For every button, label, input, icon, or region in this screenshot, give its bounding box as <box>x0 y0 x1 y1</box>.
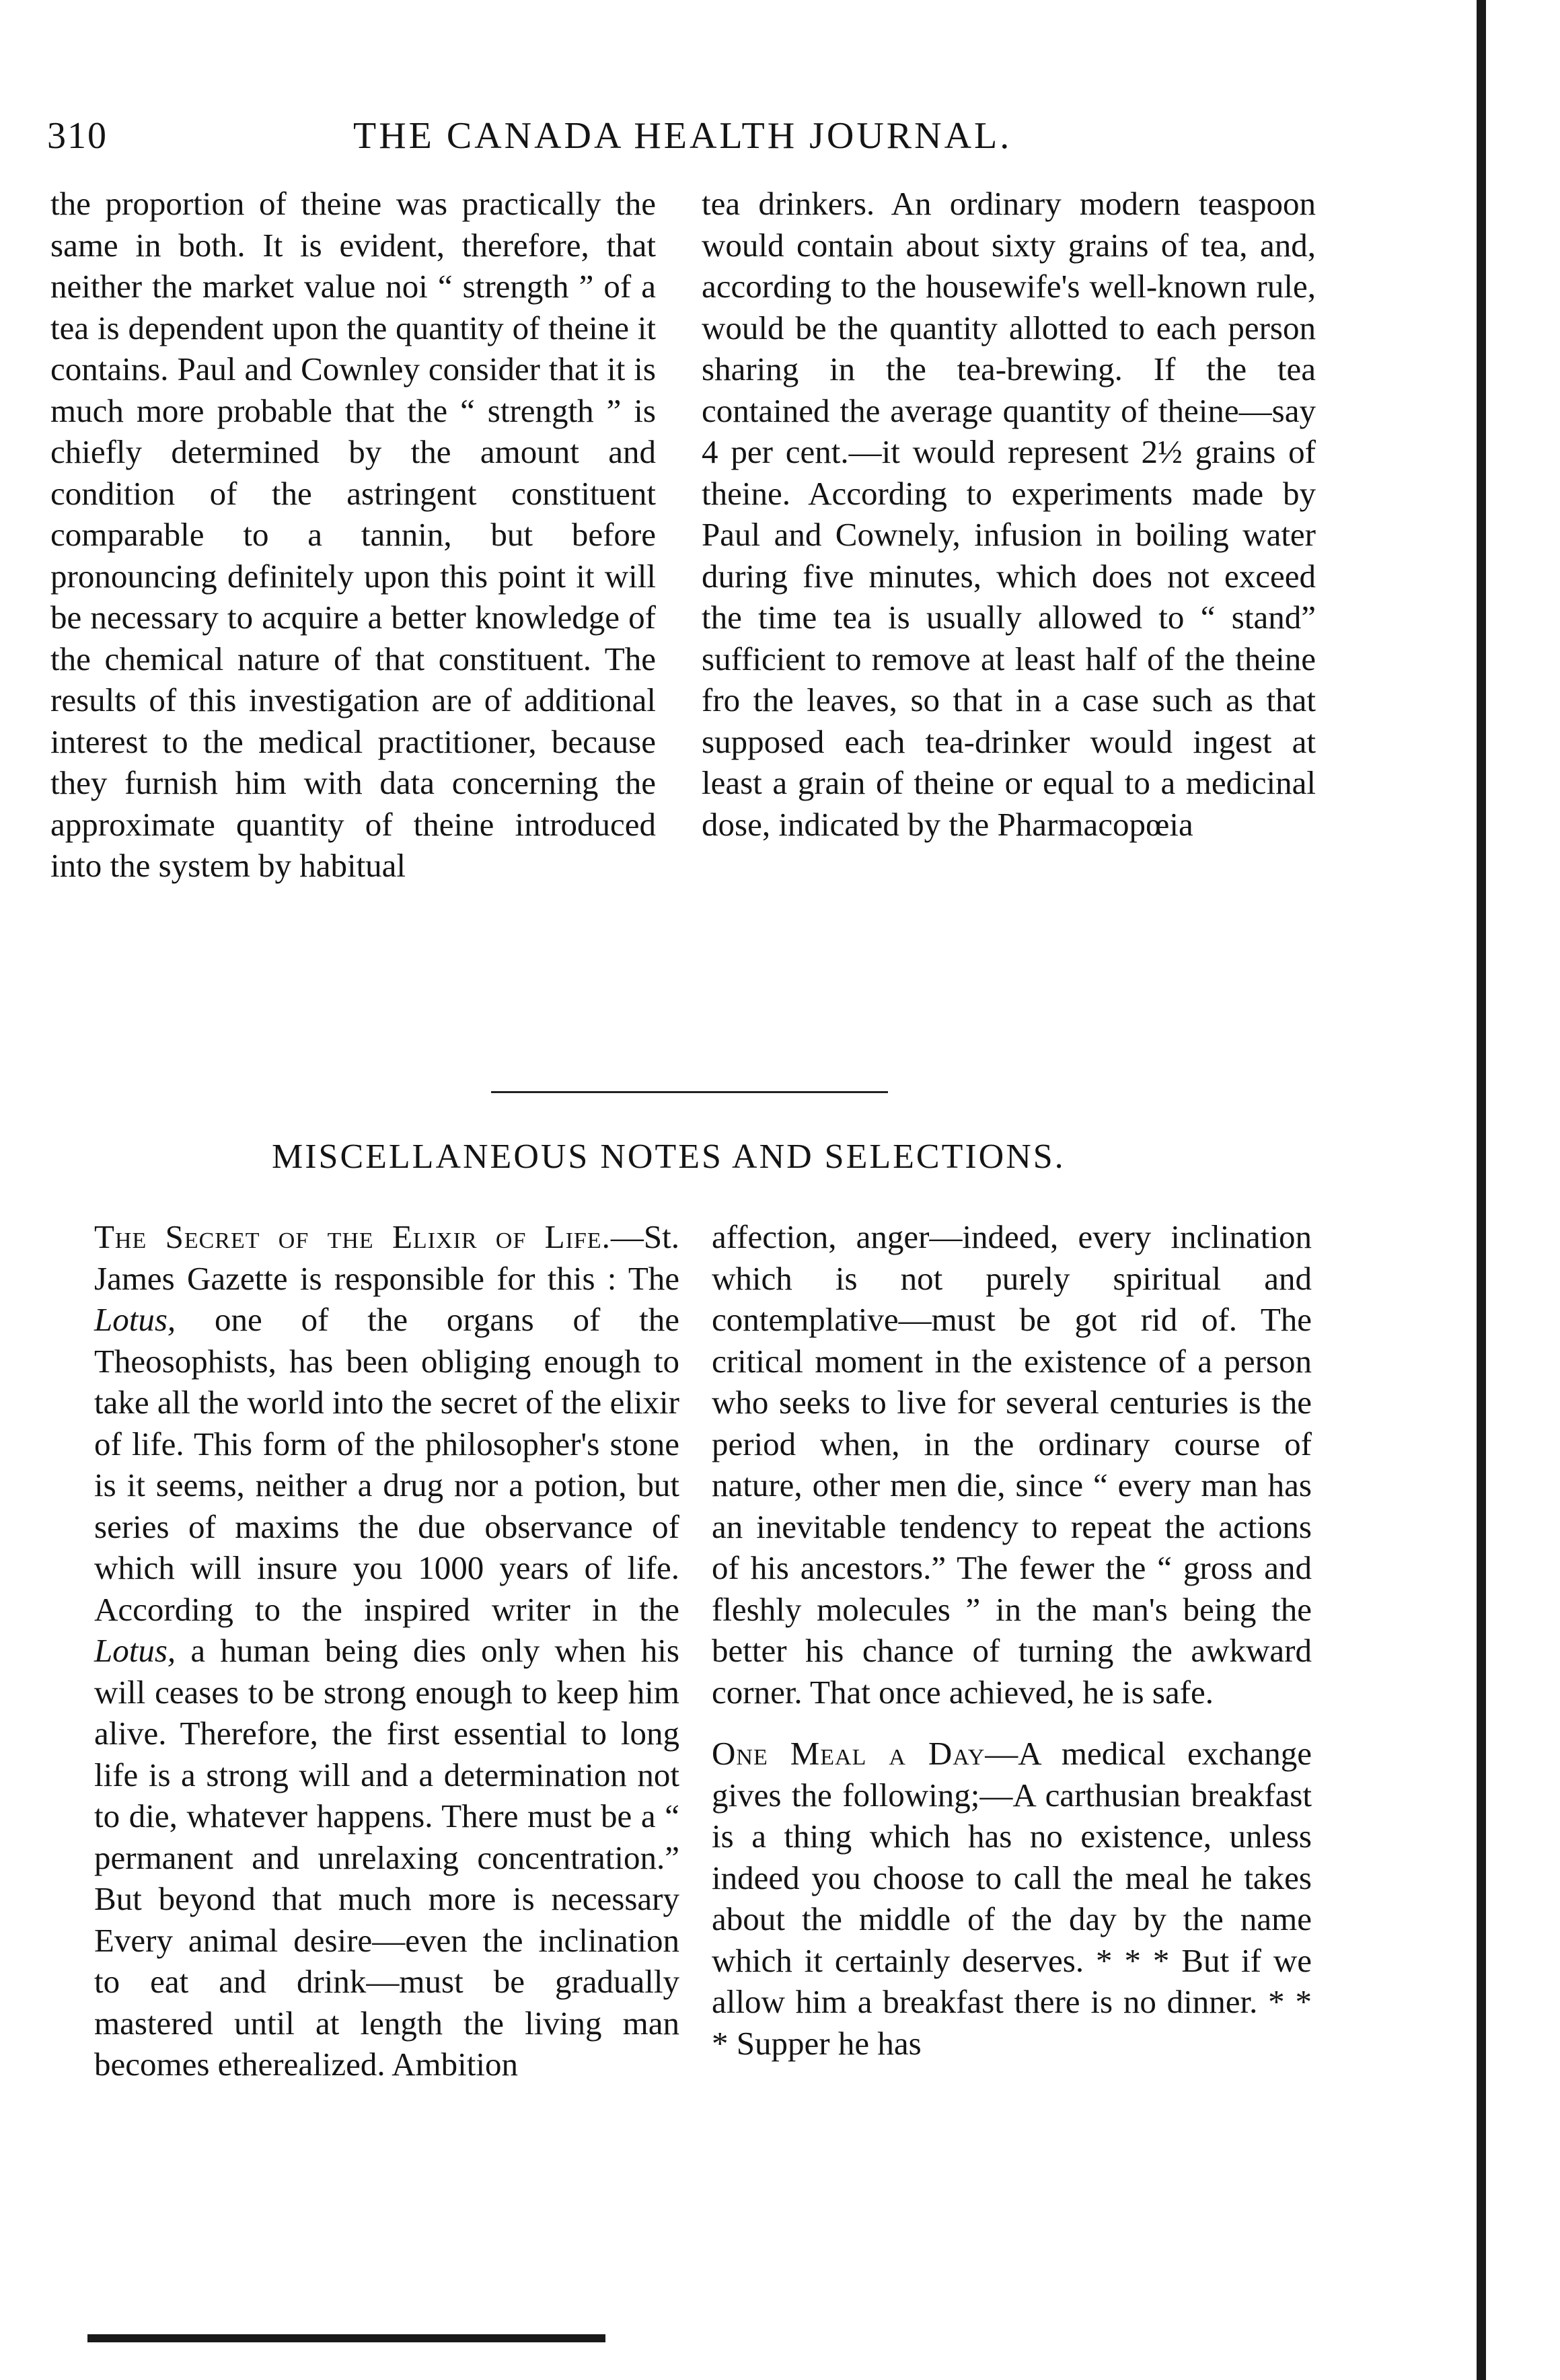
section-title: MISCELLANEOUS NOTES AND SELECTIONS. <box>272 1138 1066 1176</box>
elixir-body-mid: one of the organs of the Theosophists, has been obliging enough to take all the world into the secret of the elixir of life. This form of the philosopher's stone is it seems, neither a drug nor a potion, but series of maxims the due observance of which will insure you 1000 years of life. According to the inspired writer in the <box>94 1301 679 1628</box>
page-number: 310 <box>47 115 108 157</box>
elixir-body-start: —St. James Gazette is responsible for this : The <box>94 1218 679 1297</box>
meal-article-heading: One Meal a Day <box>712 1735 986 1772</box>
elixir-article-continued: affection, anger—indeed, every inclination which is not purely spiritual and contemplative—must be got rid of. The critical moment in the existence of a person who seeks to live for several centuries is the period when, in the ordinary course of nature, other men die, since “ every man has an inevitable tendency to repeat the actions of his ancestors.” The fewer the “ gross and fleshly molecules ” in the man's being the better his chance of turning the awkward corner. That once achieved, he is safe. <box>712 1218 1312 1711</box>
column-top-right <box>702 183 1316 845</box>
lotus-title-2: Lotus, <box>94 1632 176 1669</box>
meal-article-paragraph <box>712 1733 1312 2064</box>
column-bottom-left <box>94 1216 679 2085</box>
page-header <box>47 114 1036 168</box>
column-bottom-right <box>712 1216 1312 2064</box>
running-title: THE CANADA HEALTH JOURNAL. <box>353 115 1012 157</box>
elixir-article-heading: The Secret of the Elixir of Life. <box>94 1218 611 1255</box>
lotus-title-1: Lotus, <box>94 1301 176 1338</box>
column-top-left <box>50 183 656 887</box>
elixir-article-paragraph <box>94 1216 679 2085</box>
bottom-rule <box>87 2334 605 2342</box>
section-divider <box>491 1091 888 1093</box>
elixir-body-end: a human being dies only when his will ceases to be strong enough to keep him alive. Therefore, the first essential to long life is a strong will and a determination not to die, whatever happens. There must be a “ permanent and unrelaxing concentration.” But beyond that much more is necessary Every animal desire—even the inclination to eat and drink—must be gradually mastered until at length the living man becomes etherealized. Ambition <box>94 1632 679 2083</box>
meal-article-body: —A medical exchange gives the following;—A carthusian breakfast is a thing which has no existence, unless indeed you choose to call the meal he takes about the middle of the day by the name which it certainly deserves. * * * But if we allow him a breakfast there is no dinner. * * * Supper he has <box>712 1735 1312 2062</box>
tea-paragraph-left: the proportion of theine was practically the same in both. It is evident, therefore, that neither the market value noi “ strength ” of a tea is dependent upon the quantity of theine it contains. Paul and Cownley consider that it is much more probable that the “ strength ” is chiefly determined by the amount and condition of the astringent constituent comparable to a tannin, but before pronouncing definitely upon this point it will be necessary to acquire a better knowledge of the chemical nature of that constituent. The results of this investigation are of additional interest to the medical practitioner, because they furnish him with data concerning the approximate quantity of theine introduced into the system by habitual <box>50 185 656 884</box>
page-edge-shadow <box>1477 0 1486 2380</box>
tea-paragraph-right: tea drinkers. An ordinary modern teaspoon would contain about sixty grains of tea, and, according to the housewife's well-known rule, would be the quantity allotted to each person sharing in the tea-brewing. If the tea contained the average quantity of theine—say 4 per cent.—it would represent 2½ grains of theine. According to experiments made by Paul and Cownely, infusion in boiling water during five minutes, which does not exceed the time tea is usually allowed to “ stand” sufficient to remove at least half of the theine fro the leaves, so that in a case such as that supposed each tea-drinker would ingest at least a grain of theine or equal to a medicinal dose, indicated by the Pharmacopœia <box>702 185 1316 843</box>
